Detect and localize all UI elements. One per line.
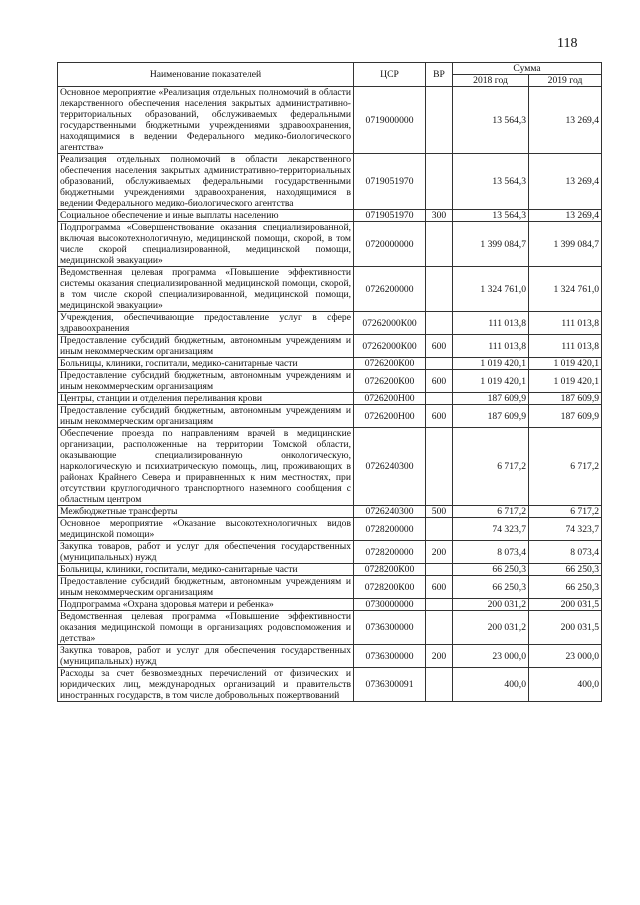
row-csr: 07262000К00 [354, 312, 426, 335]
table-row [58, 576, 602, 599]
row-name: Ведомственная целевая программа «Повышение эффективности оказания медицинской помощи в организациях родовспоможения и детства» [58, 611, 354, 645]
table-row [58, 222, 602, 267]
row-name: Основное мероприятие «Реализация отдельных полномочий в области лекарственного обеспечения населения закрытых административно-территориальных образований, обслуживаемых федеральными государственными бюджетными учреждениями здравоохранения, находящимися в ведении Федерального медико-биологического агентства» [58, 87, 354, 154]
row-name: Подпрограмма «Совершенствование оказания специализированной, включая высокотехнологичную, медицинской помощи, скорой, в том числе скорой специализированной, медицинской помощи, медицинской эвакуации» [58, 222, 354, 267]
table-row [58, 668, 602, 702]
row-vr [426, 154, 453, 210]
row-csr: 0736300091 [354, 668, 426, 702]
row-2018: 187 609,9 [453, 405, 529, 428]
row-2019: 1 399 084,7 [529, 222, 602, 267]
row-2018: 400,0 [453, 668, 529, 702]
row-vr [426, 611, 453, 645]
table-header [58, 63, 602, 87]
table-row [58, 506, 602, 518]
page-number: 118 [557, 36, 578, 51]
table-row [58, 335, 602, 358]
row-name: Ведомственная целевая программа «Повышение эффективности системы оказания специализированной медицинской помощи, скорой, в том числе скорой специализированной, медицинской помощи, медицинской эвакуации» [58, 267, 354, 312]
row-2019: 111 013,8 [529, 335, 602, 358]
row-2018: 1 019 420,1 [453, 370, 529, 393]
row-csr: 0719051970 [354, 210, 426, 222]
table-row [58, 358, 602, 370]
row-2019: 23 000,0 [529, 645, 602, 668]
row-2019: 200 031,5 [529, 599, 602, 611]
row-2019: 8 073,4 [529, 541, 602, 564]
row-name: Социальное обеспечение и иные выплаты населению [58, 210, 354, 222]
row-csr: 0726200000 [354, 267, 426, 312]
row-name: Реализация отдельных полномочий в области лекарственного обеспечения населения закрытых административно-территориальных образований, обслуживаемых федеральными государственными бюджетными учреждениями здравоохранения, находящимися в ведении Федерального медико-биологического агентства [58, 154, 354, 210]
row-vr [426, 564, 453, 576]
table-row [58, 267, 602, 312]
row-2018: 23 000,0 [453, 645, 529, 668]
row-2018: 13 564,3 [453, 154, 529, 210]
row-2019: 13 269,4 [529, 154, 602, 210]
row-2018: 66 250,3 [453, 576, 529, 599]
row-name: Центры, станции и отделения переливания крови [58, 393, 354, 405]
table-row [58, 87, 602, 154]
table-row [58, 564, 602, 576]
table-row [58, 210, 602, 222]
row-2018: 200 031,2 [453, 599, 529, 611]
table-row [58, 405, 602, 428]
row-2019: 187 609,9 [529, 393, 602, 405]
row-vr [426, 668, 453, 702]
row-2019: 187 609,9 [529, 405, 602, 428]
table-body [58, 87, 602, 702]
row-name: Учреждения, обеспечивающие предоставление услуг в сфере здравоохранения [58, 312, 354, 335]
row-csr: 0728200000 [354, 541, 426, 564]
row-csr: 07262000К00 [354, 335, 426, 358]
row-csr: 0719000000 [354, 87, 426, 154]
row-2019: 111 013,8 [529, 312, 602, 335]
row-2019: 6 717,2 [529, 428, 602, 506]
row-name: Закупка товаров, работ и услуг для обеспечения государственных (муниципальных) нужд [58, 541, 354, 564]
row-name: Межбюджетные трансферты [58, 506, 354, 518]
row-2019: 13 269,4 [529, 87, 602, 154]
row-2019: 66 250,3 [529, 576, 602, 599]
row-csr: 0719051970 [354, 154, 426, 210]
table-row [58, 393, 602, 405]
row-vr [426, 222, 453, 267]
row-2018: 74 323,7 [453, 518, 529, 541]
row-csr: 0726240300 [354, 428, 426, 506]
row-2019: 1 019 420,1 [529, 358, 602, 370]
row-2018: 1 399 084,7 [453, 222, 529, 267]
row-csr: 0726200К00 [354, 370, 426, 393]
row-vr: 300 [426, 210, 453, 222]
row-name: Больницы, клиники, госпитали, медико-санитарные части [58, 358, 354, 370]
row-name: Предоставление субсидий бюджетным, автономным учреждениям и иным некоммерческим организациям [58, 576, 354, 599]
row-2018: 13 564,3 [453, 87, 529, 154]
header-year-2018: 2018 год [453, 75, 529, 87]
row-vr [426, 428, 453, 506]
row-csr: 0728200К00 [354, 576, 426, 599]
row-csr: 0728200К00 [354, 564, 426, 576]
row-2018: 111 013,8 [453, 335, 529, 358]
row-csr: 0726200К00 [354, 358, 426, 370]
row-name: Предоставление субсидий бюджетным, автономным учреждениям и иным некоммерческим организациям [58, 335, 354, 358]
row-2019: 200 031,5 [529, 611, 602, 645]
row-vr [426, 393, 453, 405]
row-2019: 66 250,3 [529, 564, 602, 576]
row-2018: 1 324 761,0 [453, 267, 529, 312]
row-name: Предоставление субсидий бюджетным, автономным учреждениям и иным некоммерческим организациям [58, 405, 354, 428]
row-vr [426, 599, 453, 611]
table-row [58, 611, 602, 645]
header-year-2019: 2019 год [529, 75, 602, 87]
row-2018: 200 031,2 [453, 611, 529, 645]
row-vr: 500 [426, 506, 453, 518]
table-row [58, 541, 602, 564]
row-2019: 1 324 761,0 [529, 267, 602, 312]
row-csr: 0728200000 [354, 518, 426, 541]
row-vr: 600 [426, 405, 453, 428]
table-row [58, 154, 602, 210]
row-2018: 6 717,2 [453, 428, 529, 506]
row-2018: 187 609,9 [453, 393, 529, 405]
table-row [58, 370, 602, 393]
row-csr: 0720000000 [354, 222, 426, 267]
row-2018: 1 019 420,1 [453, 358, 529, 370]
row-name: Предоставление субсидий бюджетным, автономным учреждениям и иным некоммерческим организациям [58, 370, 354, 393]
table-row [58, 312, 602, 335]
row-2019: 1 019 420,1 [529, 370, 602, 393]
row-2018: 111 013,8 [453, 312, 529, 335]
row-name: Основное мероприятие «Оказание высокотехнологичных видов медицинской помощи» [58, 518, 354, 541]
row-csr: 0730000000 [354, 599, 426, 611]
row-vr: 200 [426, 541, 453, 564]
row-2018: 6 717,2 [453, 506, 529, 518]
row-vr: 200 [426, 645, 453, 668]
row-2018: 66 250,3 [453, 564, 529, 576]
row-2019: 6 717,2 [529, 506, 602, 518]
budget-table [57, 62, 602, 702]
table-row [58, 518, 602, 541]
table-row [58, 645, 602, 668]
header-sum: Сумма [453, 63, 602, 75]
row-csr: 0726200Н00 [354, 405, 426, 428]
row-csr: 0736300000 [354, 645, 426, 668]
row-vr [426, 518, 453, 541]
table-row [58, 599, 602, 611]
row-vr: 600 [426, 576, 453, 599]
table-row [58, 428, 602, 506]
header-csr: ЦСР [354, 63, 426, 87]
row-vr [426, 267, 453, 312]
row-2019: 400,0 [529, 668, 602, 702]
row-vr: 600 [426, 370, 453, 393]
row-name: Расходы за счет безвозмездных перечислений от физических и юридических лиц, международных организаций и правительств иностранных государств, в том числе добровольных пожертвований [58, 668, 354, 702]
header-vr: ВР [426, 63, 453, 87]
row-csr: 0726240300 [354, 506, 426, 518]
row-2018: 8 073,4 [453, 541, 529, 564]
row-vr [426, 312, 453, 335]
row-name: Обеспечение проезда по направлениям врачей в медицинские организации, расположенные на территории Томской области, оказывающие специализированную онкологическую, наркологическую и психиатрическую помощь, лиц, проживающих в районах Крайнего Севера и приравненных к ним местностях, при отсутствии круглогодичного транспортного наземного сообщения с областным центром [58, 428, 354, 506]
row-2018: 13 564,3 [453, 210, 529, 222]
row-2019: 74 323,7 [529, 518, 602, 541]
row-vr [426, 87, 453, 154]
row-csr: 0736300000 [354, 611, 426, 645]
row-2019: 13 269,4 [529, 210, 602, 222]
row-name: Больницы, клиники, госпитали, медико-санитарные части [58, 564, 354, 576]
header-name: Наименование показателей [58, 63, 354, 87]
row-name: Подпрограмма «Охрана здоровья матери и ребенка» [58, 599, 354, 611]
row-name: Закупка товаров, работ и услуг для обеспечения государственных (муниципальных) нужд [58, 645, 354, 668]
row-vr: 600 [426, 335, 453, 358]
row-csr: 0726200Н00 [354, 393, 426, 405]
row-vr [426, 358, 453, 370]
